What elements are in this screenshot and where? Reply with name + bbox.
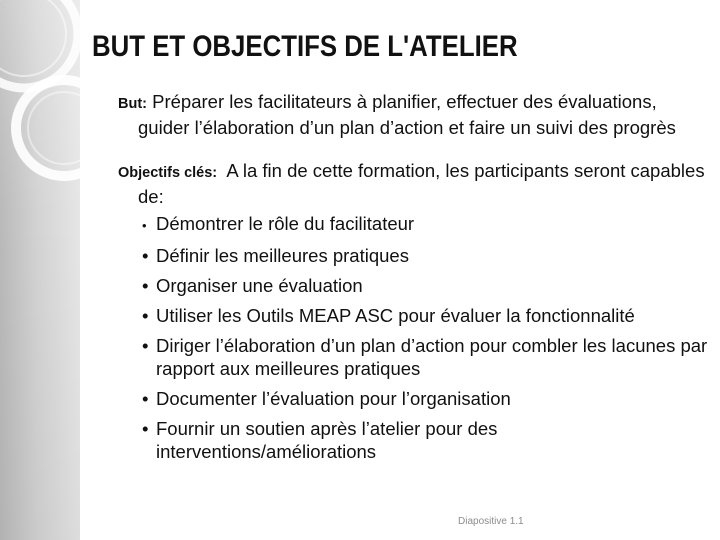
- list-item: [142, 244, 708, 267]
- list-item-text: Organiser une évaluation: [156, 275, 363, 296]
- objectives-list: [142, 212, 708, 463]
- list-item: [142, 334, 708, 380]
- objectives-paragraph: [118, 159, 708, 208]
- goal-paragraph: [118, 90, 708, 139]
- decorative-sidebar: [0, 0, 80, 540]
- bullet-icon: •: [142, 418, 149, 439]
- upper-ring-inner: [0, 0, 66, 76]
- list-item-text: Démontrer le rôle du facilitateur: [156, 213, 415, 234]
- list-item-text: Documenter l’évaluation pour l’organisation: [156, 388, 511, 409]
- list-item: [142, 387, 708, 410]
- list-item-text: Diriger l’élaboration d’un plan d’action pour combler les lacunes par rapport aux meilleures pratiques: [156, 335, 708, 379]
- bullet-icon: •: [142, 275, 149, 296]
- slide-title: BUT ET OBJECTIFS DE L'ATELIER: [92, 30, 518, 63]
- lower-ring-inner: [28, 92, 80, 164]
- slide-number-footer: Diapositive 1.1: [458, 516, 524, 527]
- decorative-rings-graphic: [0, 0, 80, 540]
- objectives-intro: A la fin de cette formation, les participants seront capables de:: [138, 160, 705, 207]
- list-item: [142, 212, 708, 237]
- list-item-text: Définir les meilleures pratiques: [156, 245, 409, 266]
- slide-body: [118, 90, 708, 470]
- list-item: [142, 304, 708, 327]
- list-item: [142, 274, 708, 297]
- bullet-icon: •: [142, 388, 149, 409]
- list-item: [142, 417, 708, 463]
- objectives-label: Objectifs clés:: [118, 165, 218, 181]
- goal-label: But:: [118, 96, 147, 112]
- goal-text: Préparer les facilitateurs à planifier, effectuer des évaluations, guider l’élaboration d’un plan d’action et faire un suivi des progrès: [138, 91, 676, 138]
- bullet-icon: •: [142, 335, 149, 356]
- bullet-icon: •: [142, 245, 149, 266]
- list-item-text: Utiliser les Outils MEAP ASC pour évaluer la fonctionnalité: [156, 305, 635, 326]
- bullet-icon: •: [142, 218, 147, 233]
- list-item-text: Fournir un soutien après l’atelier pour des interventions/améliorations: [156, 418, 498, 462]
- bullet-icon: •: [142, 305, 149, 326]
- lower-ring-outer: [16, 80, 80, 176]
